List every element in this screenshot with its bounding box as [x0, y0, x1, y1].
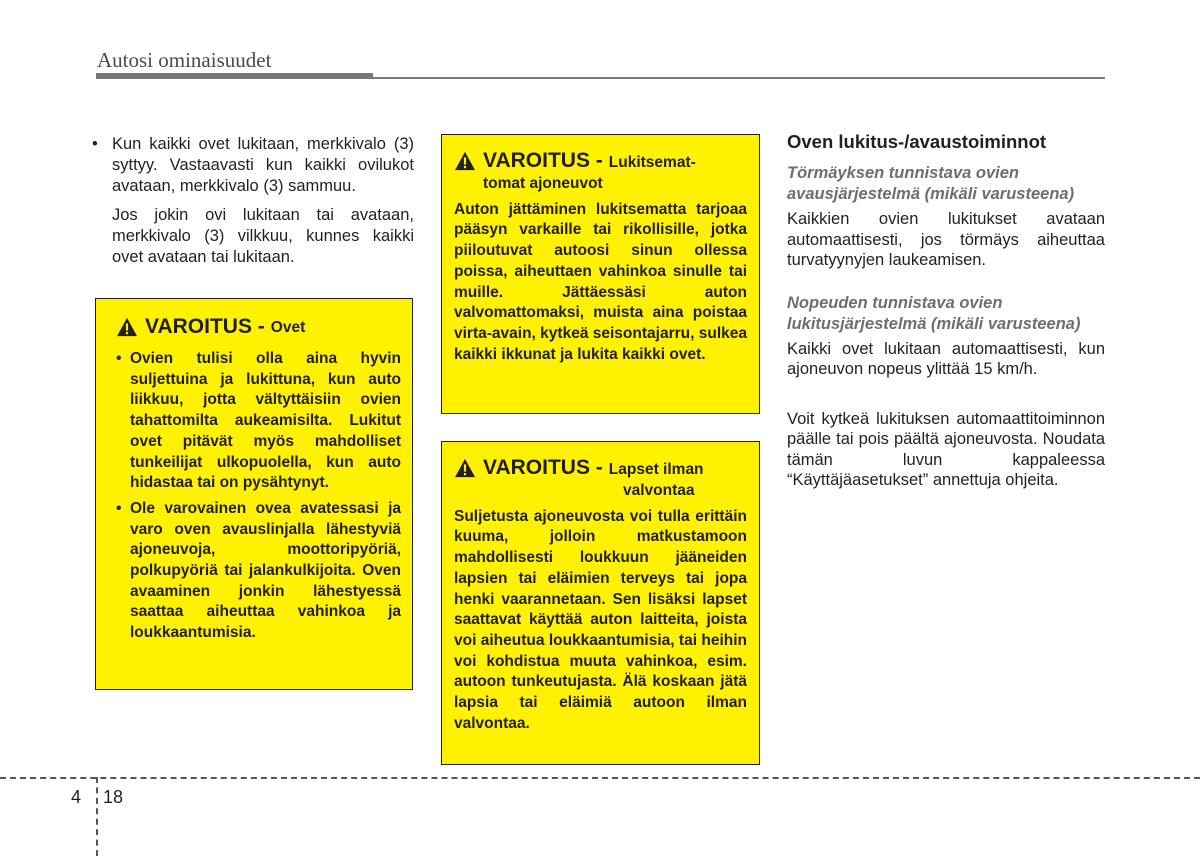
warning-list-item — [116, 349, 401, 494]
warning-word: VAROITUS - — [145, 315, 265, 338]
warning-heading — [116, 315, 401, 341]
chapter-number: 4 — [71, 787, 82, 807]
warning-body: Auton jättäminen lukitsematta tarjoaa pääsyn varkaille tai rikollisille, jotka piiloutuvat autoosi sinun ollessa poissa, aiheuttaen vahinkoa sinulle tai muille. Jättäessäsi auton valvomattomaksi, muista aina poistaa virta-avain, kytkeä seisontajarru, sulkea kaikki ikkunat ja lukita kaikki ovet. — [454, 200, 747, 363]
running-header: Autosi ominaisuudet — [97, 48, 272, 72]
bullet-mark: • — [116, 499, 122, 517]
warning-title-line — [483, 149, 696, 174]
warning-title-line — [483, 456, 704, 481]
left-column-text — [92, 134, 414, 268]
right-column — [787, 130, 1105, 491]
page-number: 18 — [103, 787, 124, 807]
bullet-text: Kun kaikki ovet lukitaan, merkkivalo (3) syttyy. Vastaavasti kun kaikki ovilukot avataan, merkkivalo (3) sammuu. — [112, 135, 414, 195]
warning-title-lines — [483, 149, 696, 194]
toggle-paragraph: Voit kytkeä lukituksen automaattitoiminnon päälle tai pois päältä ajoneuvosta. Noudata tämän luvun kappaleessa “Käyttäjäasetukset” annettuja ohjeita. — [787, 409, 1105, 489]
warning-heading — [454, 149, 747, 194]
subsection-title-speed: Nopeuden tunnistava ovien lukitusjärjestelmä (mikäli varusteena) — [787, 293, 1081, 333]
warning-triangle-icon — [454, 458, 476, 478]
spacer — [787, 271, 1105, 293]
warning-triangle-icon — [454, 151, 476, 171]
warning-box-doors — [95, 298, 413, 690]
warning-heading — [454, 456, 747, 501]
warning-box-unlocked-vehicles — [441, 134, 760, 414]
section-title: Oven lukitus-/avaustoiminnot — [787, 131, 1047, 152]
warning-list-item — [116, 499, 401, 644]
warning-subject-continued: valvontaa — [623, 481, 695, 499]
footer-vertical-rule — [96, 777, 98, 856]
warning-subject: Lukitsemat- — [608, 154, 696, 171]
indicator-paragraph: Jos jokin ovi lukitaan tai avataan, merkkivalo (3) vilkkuu, kunnes kaikki ovet avataan tai lukitaan. — [112, 206, 414, 266]
subsection-title-crash: Törmäyksen tunnistava ovien avausjärjestelmä (mikäli varusteena) — [787, 164, 1075, 203]
bullet-item — [92, 134, 414, 197]
warning-word: VAROITUS - — [483, 149, 603, 172]
warning-subject: Lapset ilman — [608, 461, 704, 478]
warning-box-unattended-children — [441, 441, 760, 765]
header-rule-thick — [96, 73, 373, 79]
warning-item-text: Ole varovainen ovea avatessasi ja varo oven avauslinjalla lähestyviä ajoneuvoja, moottoripyöriä, polkupyöriä tai jalankulkijoita. Oven avaaminen jonkin lähestyessä saattaa aiheuttaa vahinkoa ja loukkaantumisia. — [130, 499, 401, 642]
speed-paragraph: Kaikki ovet lukitaan automaattisesti, kun ajoneuvon nopeus ylittää 15 km/h. — [787, 339, 1105, 378]
warning-triangle-icon — [116, 317, 138, 337]
warning-item-text: Ovien tulisi olla aina hyvin suljettuina ja lukittuna, kun auto liikkuu, jotta vältyttäisiin ovien tahattomilta aukeamisilta. Lukitut ovet pitävät myös mahdolliset tunkeilijat ulkopuolella, kun auto hidastaa tai on pysähtynyt. — [130, 350, 401, 492]
warning-body: Suljetusta ajoneuvosta voi tulla erittäin kuuma, jolloin matkustamoon mahdollisesti loukkuun jääneiden lapsien tai eläimien terveys tai jopa henki vaarannetaan. Sen lisäksi lapset saattavat käyttää auton laitteita, joista voi aiheutua loukkaantumisia, tai heihin voi kohdistua muuta vahinkoa, esim. autoon tunkeutujasta. Älä koskaan jätä lapsia tai eläimiä autoon ilman valvontaa. — [454, 507, 747, 732]
footer-rule — [0, 777, 1200, 779]
warning-word: VAROITUS - — [483, 456, 603, 479]
warning-subject: Ovet — [270, 319, 306, 336]
bullet-mark: • — [116, 350, 122, 367]
spacer — [787, 380, 1105, 405]
crash-paragraph: Kaikkien ovien lukitukset avataan automaattisesti, jos törmäys aiheuttaa turvatyynyjen laukeamisen. — [787, 210, 1105, 269]
header-rule-thin — [373, 77, 1105, 79]
warning-title-lines — [483, 456, 704, 501]
warning-subject-continued: tomat ajoneuvot — [483, 174, 603, 192]
bullet-mark: • — [92, 135, 98, 153]
